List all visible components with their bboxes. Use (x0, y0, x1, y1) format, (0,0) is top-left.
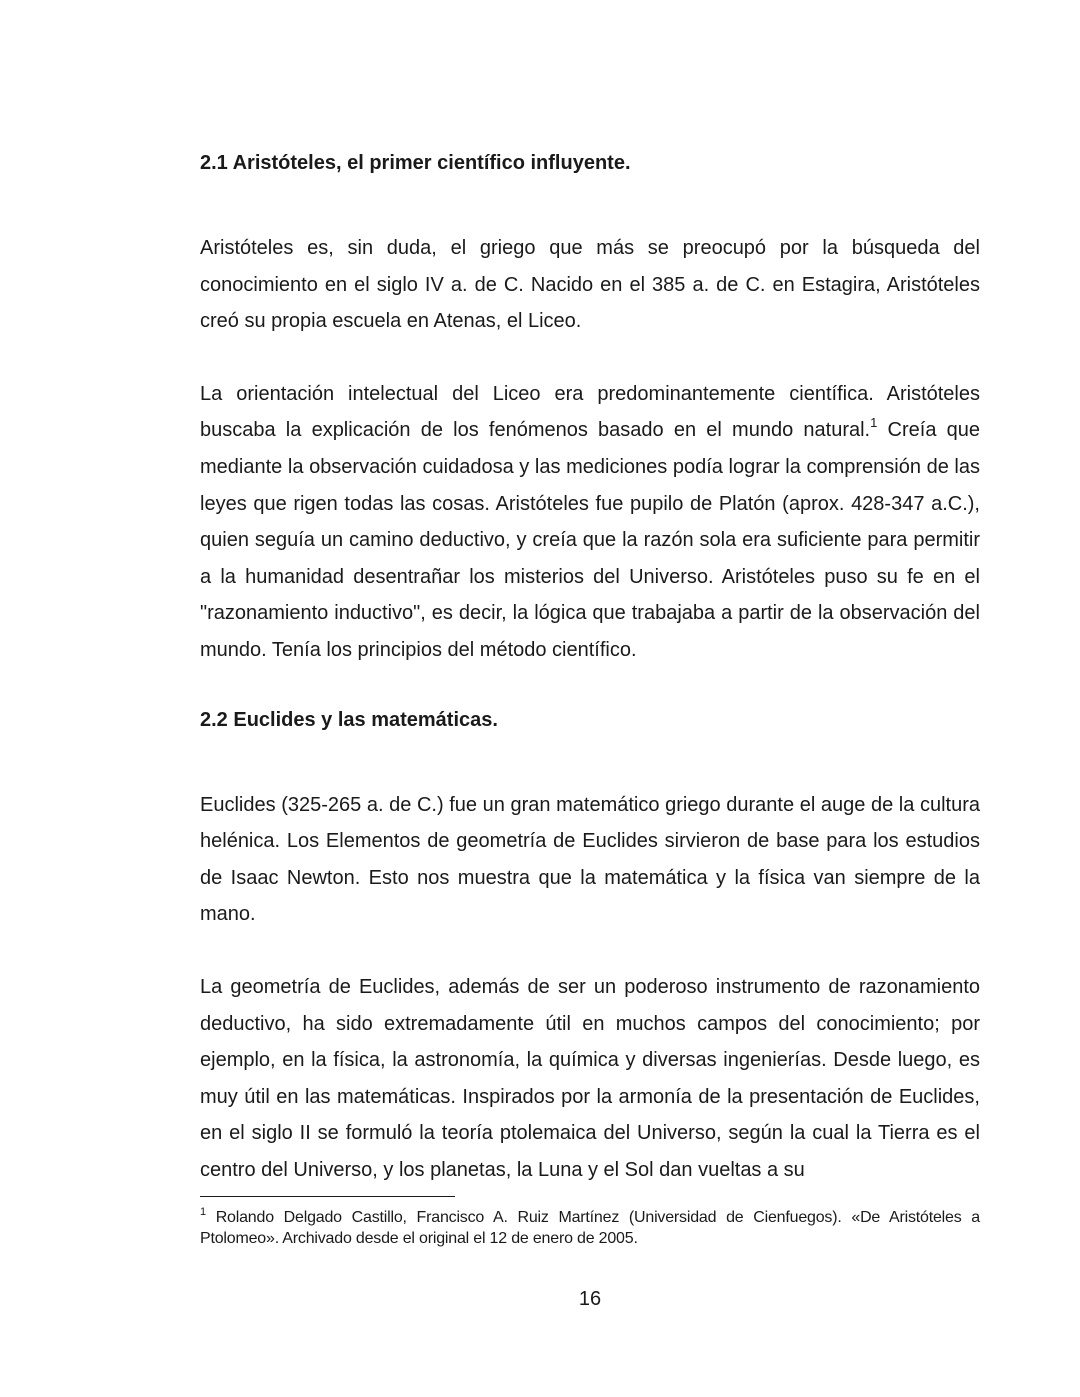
section-heading-aristoteles: 2.1 Aristóteles, el primer científico influyente. (200, 152, 631, 174)
footnote-reference: 1 (870, 414, 878, 430)
footnote-number: 1 (200, 1205, 206, 1218)
footnote (200, 1207, 980, 1249)
footnote-separator (200, 1196, 455, 1197)
paragraph-liceo-text-2: Creía que mediante la observación cuidadosa y las mediciones podía lograr la comprensión de las leyes que rigen todas las cosas. Aristóteles fue pupilo de Platón (aprox. 428-347 a.C.), quien seguía un camino deductivo, y creía que la razón sola era suficiente para permitir a la humanidad desentrañar los misterios del Universo. Aristóteles puso su fe en el "razonamiento inductivo", es decir, la lógica que trabajaba a partir de la observación del mundo. Tenía los principios del método científico. (200, 419, 981, 661)
paragraph-geometria: La geometría de Euclides, además de ser un poderoso instrumento de razonamiento deductivo, ha sido extremadamente útil en muchos campos del conocimiento; por ejemplo, en la física, la astronomía, la química y diversas ingenierías. Desde luego, es muy útil en las matemáticas. Inspirados por la armonía de la presentación de Euclides, en el siglo II se formuló la teoría ptolemaica del Universo, según la cual la Tierra es el centro del Universo, y los planetas, la Luna y el Sol dan vueltas a su (200, 975, 980, 1181)
paragraph-liceo (200, 376, 980, 669)
paragraph-euclides-intro: Euclides (325-265 a. de C.) fue un gran matemático griego durante el auge de la cultura helénica. Los Elementos de geometría de Euclides sirvieron de base para los estudios de Isaac Newton. Esto nos muestra que la matemática y la física van siempre de la mano. (200, 793, 980, 926)
page-body (200, 148, 980, 1188)
page-number: 16 (578, 1288, 602, 1310)
paragraph-aristoteles-intro: Aristóteles es, sin duda, el griego que más se preocupó por la búsqueda del conocimiento en el siglo IV a. de C. Nacido en el 385 a. de C. en Estagira, Aristóteles creó su propia escuela en Atenas, el Liceo. (200, 237, 980, 333)
section-heading-euclides: 2.2 Euclides y las matemáticas. (200, 708, 498, 731)
footnote-text: Rolando Delgado Castillo, Francisco A. Ruiz Martínez (Universidad de Cienfuegos). «De Aristóteles a Ptolomeo». Archivado desde el original el 12 de enero de 2005. (200, 1209, 980, 1247)
paragraph-liceo-text-1: La orientación intelectual del Liceo era predominantemente científica. Aristóteles buscaba la explicación de los fenómenos basado en el mundo natural. (200, 382, 980, 442)
